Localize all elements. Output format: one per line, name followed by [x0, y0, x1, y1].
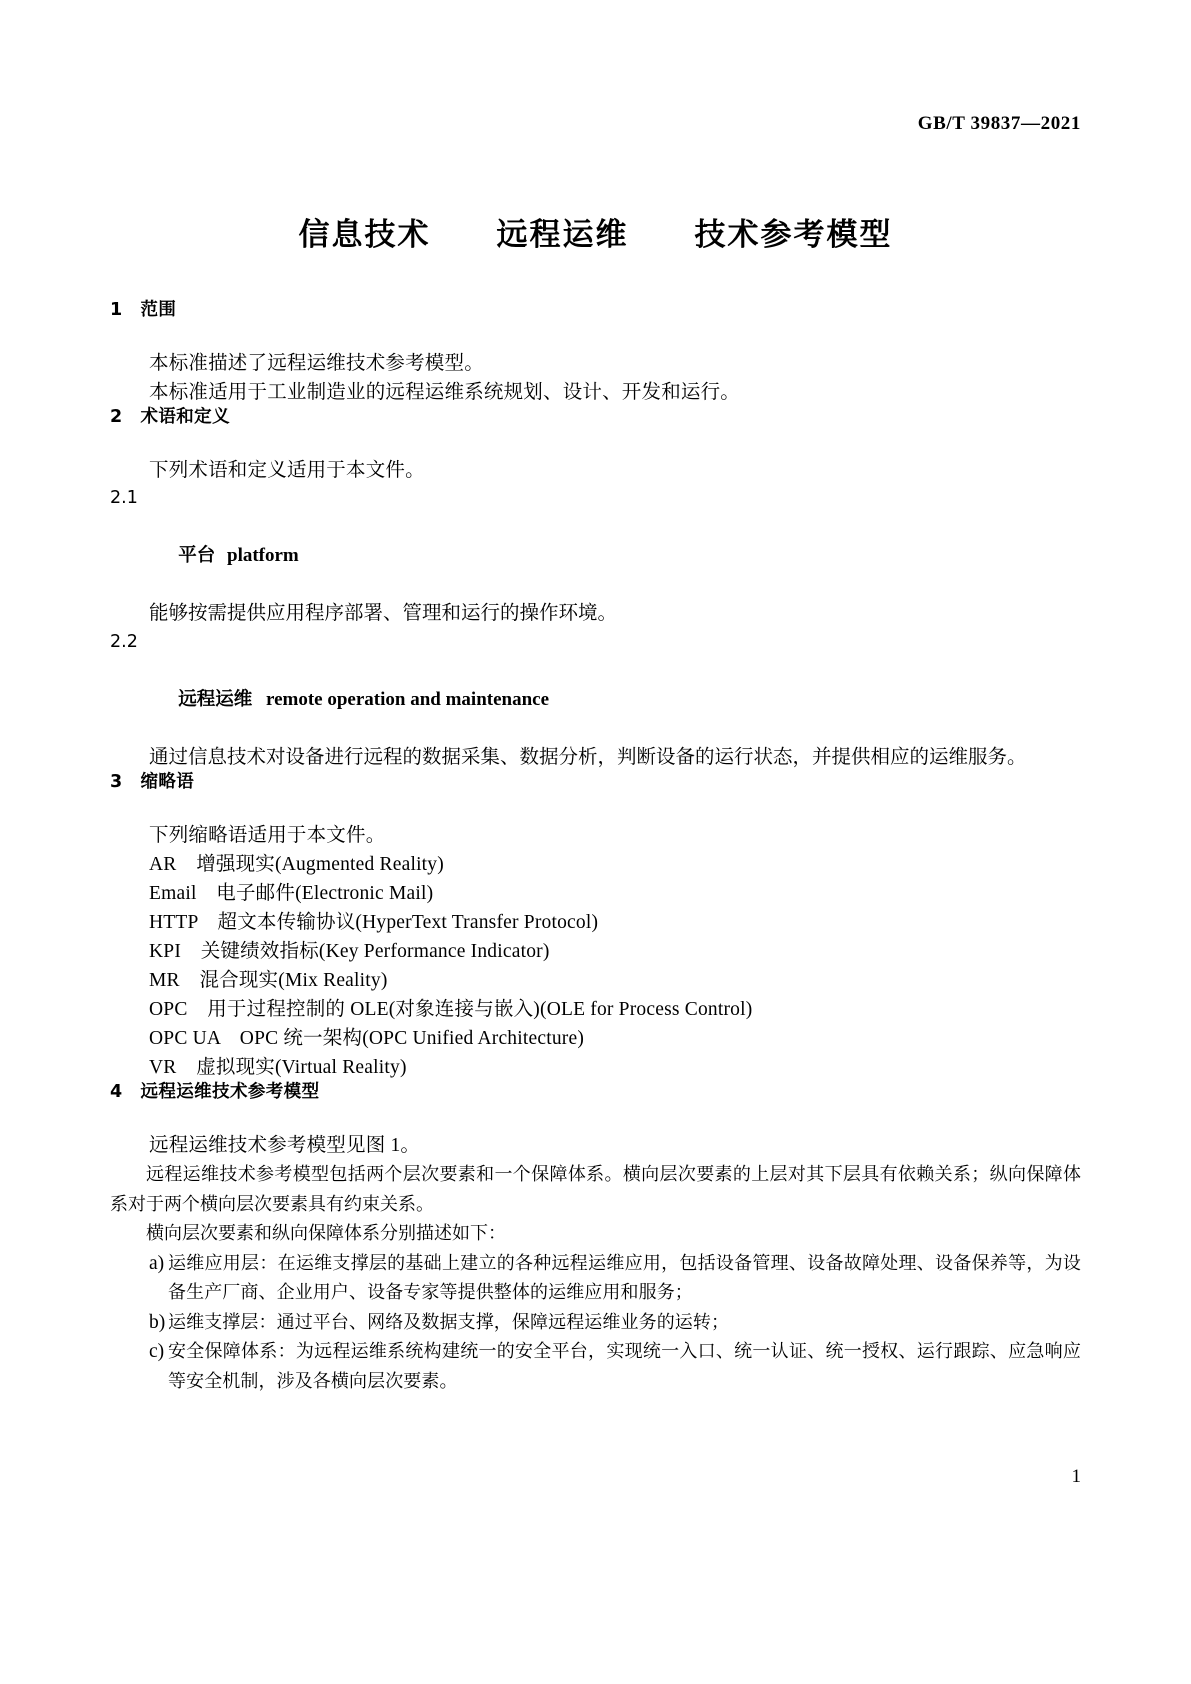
- scope-line-2: 本标准适用于工业制造业的远程运维系统规划、设计、开发和运行。: [149, 382, 741, 403]
- abbreviations-intro: 下列缩略语适用于本文件。: [149, 825, 386, 846]
- term-name-zh-2-2: 远程运维: [178, 688, 253, 710]
- terms-intro: 下列术语和定义适用于本文件。: [149, 460, 425, 481]
- term-name-en-2-1: platform: [227, 545, 299, 566]
- document-body: [110, 300, 1081, 1396]
- abbreviation-item: VR 虚拟现实(Virtual Reality): [149, 1057, 407, 1078]
- section-heading-terms: 2 术语和定义: [110, 407, 230, 427]
- term-name-2-2: [110, 656, 1081, 743]
- section-heading-scope: 1 范围: [110, 300, 177, 320]
- page-title: 信息技术 远程运维 技术参考模型: [298, 217, 893, 253]
- model-paragraph-3: 横向层次要素和纵向保障体系分别描述如下：: [146, 1223, 506, 1244]
- list-marker-c: c): [149, 1341, 165, 1362]
- abbreviation-item: HTTP 超文本传输协议(HyperText Transfer Protocol): [149, 912, 599, 933]
- list-item: [110, 1308, 1081, 1338]
- abbreviation-item: AR 增强现实(Augmented Reality): [149, 854, 444, 875]
- list-marker-b: b): [149, 1311, 166, 1333]
- term-name-zh-2-1: 平台: [178, 545, 216, 566]
- term-definition-2-2: 通过信息技术对设备进行远程的数据采集、数据分析，判断设备的运行状态，并提供相应的运维服务。: [149, 746, 1027, 768]
- section-heading-abbreviations: 3 缩略语: [110, 772, 195, 792]
- section-heading-reference-model: 4 远程运维技术参考模型: [110, 1082, 320, 1102]
- running-header-standard-code: GB/T 39837—2021: [917, 113, 1081, 134]
- model-paragraph-1: 远程运维技术参考模型见图 1。: [149, 1135, 421, 1156]
- term-name-en-2-2: remote operation and maintenance: [266, 688, 550, 710]
- list-text-a: 运维应用层：在运维支撑层的基础上建立的各种远程运维应用，包括设备管理、设备故障处理、设备保养等，为设备生产厂商、企业用户、设备专家等提供整体的运维应用和服务；: [168, 1252, 1081, 1303]
- abbreviation-item: Email 电子邮件(Electronic Mail): [149, 883, 434, 904]
- scope-line-1: 本标准描述了远程运维技术参考模型。: [149, 353, 484, 374]
- abbreviation-item: OPC UA OPC 统一架构(OPC Unified Architecture): [149, 1028, 585, 1049]
- list-marker-a: a): [149, 1252, 165, 1274]
- abbreviation-item: KPI 关键绩效指标(Key Performance Indicator): [149, 941, 550, 962]
- list-text-b: 运维支撑层：通过平台、网络及数据支撑，保障远程运维业务的运转；: [168, 1311, 730, 1333]
- term-number-2-2: 2.2: [110, 631, 138, 652]
- abbreviation-item: MR 混合现实(Mix Reality): [149, 970, 388, 991]
- term-name-2-1: [110, 512, 1081, 599]
- term-definition-2-1: 能够按需提供应用程序部署、管理和运行的操作环境。: [149, 603, 618, 624]
- page-number: 1: [1071, 1466, 1081, 1487]
- term-number-2-1: 2.1: [110, 488, 138, 508]
- abbreviation-item: OPC 用于过程控制的 OLE(对象连接与嵌入)(OLE for Process Control): [149, 999, 753, 1020]
- list-item: [110, 1337, 1081, 1396]
- model-paragraph-2: 远程运维技术参考模型包括两个层次要素和一个保障体系。横向层次要素的上层对其下层具有依赖关系；纵向保障体系对于两个横向层次要素具有约束关系。: [110, 1164, 1081, 1215]
- list-item: [110, 1249, 1081, 1308]
- list-text-c: 安全保障体系：为远程运维系统构建统一的安全平台，实现统一入口、统一认证、统一授权、运行跟踪、应急响应等安全机制，涉及各横向层次要素。: [168, 1341, 1081, 1392]
